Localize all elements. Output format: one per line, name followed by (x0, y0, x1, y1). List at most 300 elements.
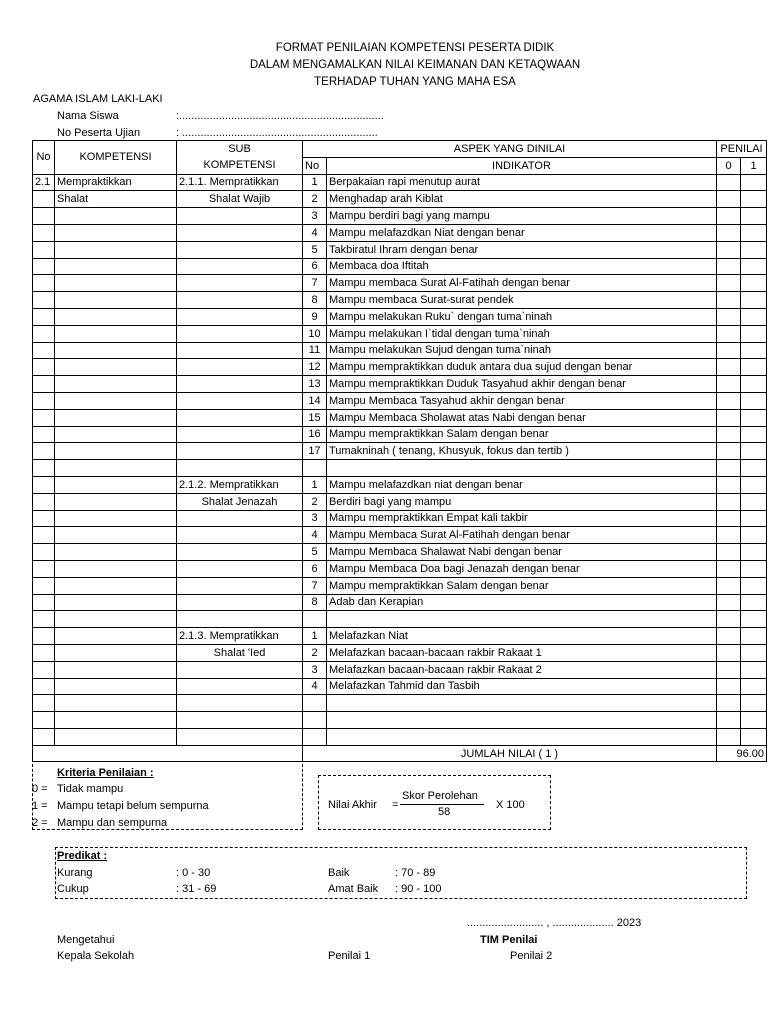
kriteria-val-1: Mampu tetapi belum sempurna (57, 800, 209, 812)
row-score-1[interactable] (741, 728, 767, 745)
row-score-1[interactable] (741, 292, 767, 309)
row-indikator-no: 8 (303, 292, 327, 309)
row-kompetensi (55, 392, 177, 409)
formula-equals: = (392, 799, 399, 811)
row-indikator-no: 4 (303, 527, 327, 544)
row-sub-kompetensi (177, 275, 303, 292)
row-indikator: Berdiri bagi yang mampu (327, 493, 717, 510)
predikat-key-0: Kurang (57, 867, 93, 879)
row-score-0[interactable] (717, 527, 741, 544)
row-indikator-no: 7 (303, 275, 327, 292)
row-kompetensi (55, 443, 177, 460)
row-sub-kompetensi (177, 325, 303, 342)
row-score-0[interactable] (717, 443, 741, 460)
row-score-0[interactable] (717, 728, 741, 745)
row-kompetensi (55, 409, 177, 426)
row-score-0[interactable] (717, 560, 741, 577)
row-indikator: Adab dan Kerapian (327, 594, 717, 611)
row-indikator-no (303, 712, 327, 729)
row-score-0[interactable] (717, 191, 741, 208)
row-no (33, 594, 55, 611)
table-row (33, 476, 767, 493)
row-no (33, 644, 55, 661)
row-indikator-no (303, 728, 327, 745)
row-indikator: Mampu mempraktikkan Duduk Tasyahud akhir dengan benar (327, 376, 717, 393)
table-row (33, 325, 767, 342)
table-row (33, 208, 767, 225)
row-indikator: Menghadap arah Kiblat (327, 191, 717, 208)
table-row (33, 359, 767, 376)
table-row (33, 224, 767, 241)
row-kompetensi (55, 678, 177, 695)
header-penilai: PENILAI (717, 141, 767, 158)
row-indikator-no: 2 (303, 644, 327, 661)
row-sub-kompetensi (177, 712, 303, 729)
row-no (33, 493, 55, 510)
row-indikator: Mampu Membaca Sholawat atas Nabi dengan benar (327, 409, 717, 426)
row-kompetensi (55, 728, 177, 745)
row-kompetensi (55, 292, 177, 309)
row-score-0[interactable] (717, 359, 741, 376)
row-score-0[interactable] (717, 678, 741, 695)
row-indikator-no: 16 (303, 426, 327, 443)
row-kompetensi (55, 325, 177, 342)
row-score-0[interactable] (717, 510, 741, 527)
table-row (33, 560, 767, 577)
row-score-1[interactable] (741, 224, 767, 241)
row-sub-kompetensi (177, 376, 303, 393)
predikat-val-3: : 90 - 100 (395, 883, 442, 895)
row-no (33, 510, 55, 527)
total-label: JUMLAH NILAI ( 1 ) (303, 745, 717, 762)
row-score-1[interactable] (741, 594, 767, 611)
row-indikator: Mampu Membaca Surat Al-Fatihah dengan benar (327, 527, 717, 544)
row-score-1[interactable] (741, 191, 767, 208)
title-line-2: DALAM MENGAMALKAN NILAI KEIMANAN DAN KETAQWAAN (249, 59, 581, 71)
total-value: 96.00 (717, 745, 767, 762)
row-indikator: Melafazkan bacaan-bacaan rakbir Rakaat 1 (327, 644, 717, 661)
row-score-1[interactable] (741, 376, 767, 393)
table-row (33, 443, 767, 460)
table-row (33, 544, 767, 561)
row-sub-kompetensi: Shalat 'Ied (177, 644, 303, 661)
total-spacer (33, 745, 303, 762)
row-score-0[interactable] (717, 258, 741, 275)
row-score-1[interactable] (741, 476, 767, 493)
row-indikator-no: 4 (303, 678, 327, 695)
no-peserta-label: No Peserta Ujian (57, 127, 141, 139)
row-indikator-no: 17 (303, 443, 327, 460)
nama-siswa-label: Nama Siswa (57, 110, 119, 122)
row-score-1[interactable] (741, 308, 767, 325)
footer-kepala-sekolah: Kepala Sekolah (57, 950, 135, 962)
table-row (33, 712, 767, 729)
table-row (33, 644, 767, 661)
footer-mengetahui: Mengetahui (57, 934, 115, 946)
row-kompetensi (55, 493, 177, 510)
row-kompetensi (55, 308, 177, 325)
row-kompetensi: Shalat (55, 191, 177, 208)
row-score-1[interactable] (741, 678, 767, 695)
row-indikator: Mampu mempraktikkan duduk antara dua sujud dengan benar (327, 359, 717, 376)
row-no (33, 661, 55, 678)
table-row (33, 376, 767, 393)
row-kompetensi (55, 628, 177, 645)
row-indikator-no (303, 611, 327, 628)
table-row (33, 594, 767, 611)
row-no (33, 308, 55, 325)
subject-label: AGAMA ISLAM LAKI-LAKI (33, 93, 163, 105)
row-score-1[interactable] (741, 493, 767, 510)
row-indikator: Mampu Membaca Shalawat Nabi dengan benar (327, 544, 717, 561)
table-row (33, 611, 767, 628)
table-row (33, 628, 767, 645)
row-score-0[interactable] (717, 241, 741, 258)
nama-siswa-value: :................................................................... (176, 110, 384, 122)
table-row (33, 426, 767, 443)
row-score-0[interactable] (717, 695, 741, 712)
row-score-1[interactable] (741, 443, 767, 460)
kriteria-key-2: 2 = (32, 817, 48, 829)
row-indikator: Mampu membaca Surat-surat pendek (327, 292, 717, 309)
row-indikator-no: 10 (303, 325, 327, 342)
predikat-key-2: Baik (328, 867, 350, 879)
row-sub-kompetensi (177, 695, 303, 712)
row-kompetensi (55, 560, 177, 577)
row-score-0[interactable] (717, 208, 741, 225)
row-score-1[interactable] (741, 241, 767, 258)
row-no (33, 476, 55, 493)
row-no (33, 443, 55, 460)
row-indikator: Membaca doa Iftitah (327, 258, 717, 275)
row-score-1[interactable] (741, 426, 767, 443)
row-indikator-no: 14 (303, 392, 327, 409)
row-sub-kompetensi (177, 678, 303, 695)
table-row (33, 191, 767, 208)
row-indikator-no: 1 (303, 628, 327, 645)
row-indikator-no: 2 (303, 191, 327, 208)
predikat-key-3: Amat Baik (328, 883, 379, 895)
row-sub-kompetensi (177, 426, 303, 443)
row-no (33, 342, 55, 359)
row-sub-kompetensi (177, 611, 303, 628)
kriteria-val-0: Tidak mampu (57, 783, 124, 795)
row-no (33, 241, 55, 258)
table-row (33, 409, 767, 426)
row-sub-kompetensi (177, 359, 303, 376)
row-sub-kompetensi (177, 728, 303, 745)
header-sub: SUB (177, 141, 303, 158)
row-kompetensi (55, 476, 177, 493)
table-row (33, 661, 767, 678)
fraction-line (400, 804, 484, 805)
kriteria-val-2: Mampu dan sempurna (57, 817, 168, 829)
row-kompetensi (55, 577, 177, 594)
row-indikator: Takbiratul Ihram dengan benar (327, 241, 717, 258)
row-score-0[interactable] (717, 409, 741, 426)
row-kompetensi: Mempraktikkan (55, 174, 177, 191)
row-indikator: Mampu melakukan Ruku` dengan tuma`ninah (327, 308, 717, 325)
row-sub-kompetensi (177, 577, 303, 594)
row-no (33, 695, 55, 712)
row-indikator: Mampu mempraktikkan Salam dengan benar (327, 426, 717, 443)
row-no (33, 224, 55, 241)
footer-penilai-2: Penilai 2 (510, 950, 553, 962)
row-score-1[interactable] (741, 544, 767, 561)
row-sub-kompetensi (177, 241, 303, 258)
formula-label: Nilai Akhir (328, 799, 377, 811)
row-indikator-no: 13 (303, 376, 327, 393)
header-indikator: INDIKATOR (327, 157, 717, 174)
row-kompetensi (55, 661, 177, 678)
row-indikator-no: 1 (303, 476, 327, 493)
predikat-val-0: : 0 - 30 (176, 867, 211, 879)
row-kompetensi (55, 544, 177, 561)
row-indikator-no (303, 460, 327, 477)
row-kompetensi (55, 460, 177, 477)
row-score-0[interactable] (717, 712, 741, 729)
row-sub-kompetensi (177, 258, 303, 275)
row-sub-kompetensi: 2.1.1. Mempratikkan (177, 174, 303, 191)
row-indikator: Tumakninah ( tenang, Khusyuk, fokus dan tertib ) (327, 443, 717, 460)
row-indikator-no: 6 (303, 560, 327, 577)
row-no (33, 577, 55, 594)
row-no (33, 426, 55, 443)
row-score-0[interactable] (717, 174, 741, 191)
row-score-1[interactable] (741, 644, 767, 661)
row-score-0[interactable] (717, 493, 741, 510)
table-row (33, 258, 767, 275)
row-no (33, 460, 55, 477)
row-indikator-no: 3 (303, 510, 327, 527)
row-score-1[interactable] (741, 325, 767, 342)
row-sub-kompetensi: 2.1.3. Mempratikkan (177, 628, 303, 645)
row-indikator: Mampu melafazdkan Niat dengan benar (327, 224, 717, 241)
row-score-1[interactable] (741, 712, 767, 729)
table-header-row-1 (33, 141, 767, 158)
table-row (33, 577, 767, 594)
footer-penilai-1: Penilai 1 (328, 950, 371, 962)
table-row (33, 392, 767, 409)
row-indikator: Mampu melafazdkan niat dengan benar (327, 476, 717, 493)
row-indikator-no: 7 (303, 577, 327, 594)
row-score-0[interactable] (717, 661, 741, 678)
row-score-0[interactable] (717, 426, 741, 443)
row-indikator (327, 460, 717, 477)
row-score-0[interactable] (717, 644, 741, 661)
formula-denominator: 58 (438, 806, 451, 818)
row-score-0[interactable] (717, 325, 741, 342)
row-indikator-no: 8 (303, 594, 327, 611)
table-row (33, 460, 767, 477)
row-indikator: Mampu Membaca Tasyahud akhir dengan benar (327, 392, 717, 409)
row-sub-kompetensi (177, 392, 303, 409)
table-row (33, 695, 767, 712)
row-sub-kompetensi (177, 510, 303, 527)
row-score-0[interactable] (717, 476, 741, 493)
row-sub-kompetensi (177, 308, 303, 325)
row-score-0[interactable] (717, 611, 741, 628)
row-score-1[interactable] (741, 275, 767, 292)
row-indikator-no (303, 695, 327, 712)
row-score-1[interactable] (741, 628, 767, 645)
row-score-1[interactable] (741, 527, 767, 544)
row-sub-kompetensi (177, 560, 303, 577)
row-sub-kompetensi (177, 342, 303, 359)
row-no (33, 325, 55, 342)
kriteria-title: Kriteria Penilaian : (57, 767, 154, 779)
kriteria-key-0: 0 = (32, 783, 48, 795)
row-no (33, 409, 55, 426)
header-aspek: ASPEK YANG DINILAI (303, 141, 717, 158)
row-kompetensi (55, 510, 177, 527)
total-row (33, 745, 767, 762)
formula-numerator: Skor Perolehan (402, 790, 478, 802)
row-indikator-no: 12 (303, 359, 327, 376)
row-indikator: Berpakaian rapi menutup aurat (327, 174, 717, 191)
table-row (33, 493, 767, 510)
row-no (33, 728, 55, 745)
header-kompetensi: KOMPETENSI (55, 141, 177, 175)
title-line-1: FORMAT PENILAIAN KOMPETENSI PESERTA DIDIK (275, 42, 555, 54)
row-score-1[interactable] (741, 661, 767, 678)
row-indikator: Mampu berdiri bagi yang mampu (327, 208, 717, 225)
table-row (33, 342, 767, 359)
row-indikator: Mampu melakukan Sujud dengan tuma`ninah (327, 342, 717, 359)
row-no (33, 527, 55, 544)
row-score-1[interactable] (741, 510, 767, 527)
header-ind-no: No (303, 157, 327, 174)
table-row (33, 241, 767, 258)
row-score-1[interactable] (741, 577, 767, 594)
row-score-1[interactable] (741, 392, 767, 409)
row-indikator-no: 5 (303, 544, 327, 561)
row-no (33, 191, 55, 208)
row-indikator (327, 611, 717, 628)
row-indikator-no: 15 (303, 409, 327, 426)
row-score-1[interactable] (741, 611, 767, 628)
row-sub-kompetensi (177, 460, 303, 477)
row-no (33, 208, 55, 225)
row-sub-kompetensi (177, 443, 303, 460)
formula-times: X 100 (496, 799, 525, 811)
row-kompetensi (55, 712, 177, 729)
row-kompetensi (55, 426, 177, 443)
row-score-0[interactable] (717, 577, 741, 594)
row-no (33, 392, 55, 409)
row-score-0[interactable] (717, 594, 741, 611)
row-sub-kompetensi (177, 544, 303, 561)
row-indikator: Mampu mempraktikkan Empat kali takbir (327, 510, 717, 527)
row-score-1[interactable] (741, 460, 767, 477)
title-line-3: TERHADAP TUHAN YANG MAHA ESA (314, 76, 516, 88)
row-score-0[interactable] (717, 544, 741, 561)
row-kompetensi (55, 258, 177, 275)
row-no (33, 292, 55, 309)
row-score-1[interactable] (741, 409, 767, 426)
table-row (33, 527, 767, 544)
row-indikator-no: 3 (303, 661, 327, 678)
row-indikator-no: 9 (303, 308, 327, 325)
row-no: 2.1 (33, 174, 55, 191)
table-row (33, 275, 767, 292)
row-score-1[interactable] (741, 695, 767, 712)
table-row (33, 292, 767, 309)
row-kompetensi (55, 611, 177, 628)
row-sub-kompetensi: Shalat Jenazah (177, 493, 303, 510)
row-indikator-no: 1 (303, 174, 327, 191)
row-kompetensi (55, 644, 177, 661)
row-no (33, 678, 55, 695)
row-kompetensi (55, 527, 177, 544)
row-kompetensi (55, 208, 177, 225)
row-indikator-no: 2 (303, 493, 327, 510)
header-score-1: 1 (741, 157, 767, 174)
row-indikator-no: 5 (303, 241, 327, 258)
row-kompetensi (55, 359, 177, 376)
row-indikator (327, 695, 717, 712)
row-sub-kompetensi (177, 224, 303, 241)
row-sub-kompetensi (177, 661, 303, 678)
row-score-1[interactable] (741, 359, 767, 376)
row-kompetensi (55, 275, 177, 292)
row-score-0[interactable] (717, 308, 741, 325)
row-score-0[interactable] (717, 392, 741, 409)
row-score-0[interactable] (717, 376, 741, 393)
row-score-0[interactable] (717, 292, 741, 309)
table-row (33, 728, 767, 745)
row-kompetensi (55, 241, 177, 258)
row-score-0[interactable] (717, 275, 741, 292)
row-score-1[interactable] (741, 174, 767, 191)
no-peserta-value: : ................................................................ (176, 127, 378, 139)
row-sub-kompetensi (177, 208, 303, 225)
row-no (33, 258, 55, 275)
row-no (33, 560, 55, 577)
row-score-0[interactable] (717, 342, 741, 359)
assessment-table (32, 140, 767, 762)
row-kompetensi (55, 342, 177, 359)
row-score-1[interactable] (741, 258, 767, 275)
row-score-0[interactable] (717, 628, 741, 645)
row-indikator (327, 728, 717, 745)
row-kompetensi (55, 695, 177, 712)
predikat-val-1: : 31 - 69 (176, 883, 217, 895)
kriteria-key-1: 1 = (32, 800, 48, 812)
row-kompetensi (55, 376, 177, 393)
predikat-key-1: Cukup (57, 883, 89, 895)
row-score-1[interactable] (741, 208, 767, 225)
row-sub-kompetensi (177, 594, 303, 611)
row-sub-kompetensi: 2.1.2. Mempratikkan (177, 476, 303, 493)
row-score-1[interactable] (741, 560, 767, 577)
row-no (33, 275, 55, 292)
row-sub-kompetensi (177, 527, 303, 544)
table-row (33, 308, 767, 325)
row-no (33, 611, 55, 628)
predikat-title: Predikat : (57, 850, 108, 862)
header-kompetensi-sub: KOMPETENSI (177, 157, 303, 174)
table-row (33, 174, 767, 191)
row-score-0[interactable] (717, 460, 741, 477)
row-indikator: Melafazkan Niat (327, 628, 717, 645)
row-indikator: Mampu mempraktikkan Salam dengan benar (327, 577, 717, 594)
row-score-1[interactable] (741, 342, 767, 359)
row-score-0[interactable] (717, 224, 741, 241)
row-indikator-no: 6 (303, 258, 327, 275)
row-indikator: Mampu melakukan I`tidal dengan tuma`ninah (327, 325, 717, 342)
row-indikator: Melafazkan bacaan-bacaan rakbir Rakaat 2 (327, 661, 717, 678)
